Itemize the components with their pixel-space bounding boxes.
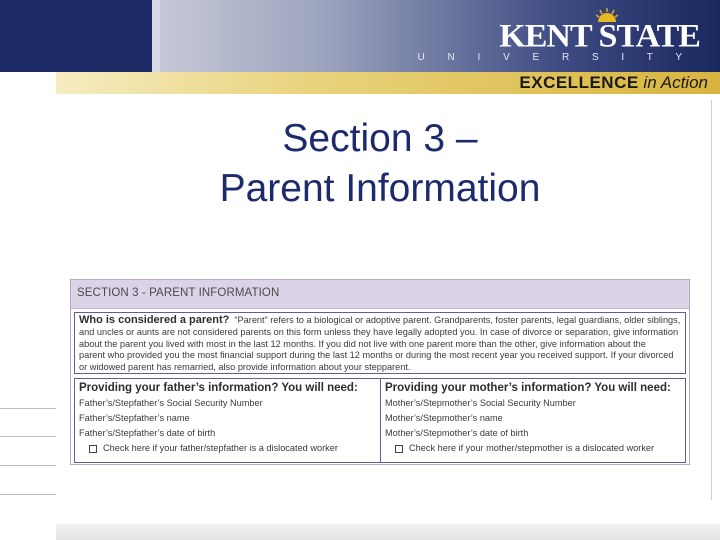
mother-item: Mother’s/Stepmother’s Social Security Number [385, 398, 576, 408]
mother-column [381, 379, 685, 462]
right-edge-line [711, 100, 712, 500]
tagline [519, 73, 708, 93]
tagline-italic: in Action [643, 73, 708, 92]
parent-definition-line: parent who provided you the most financial support during the last 12 months or during the most recent year you received support. If your divorced [79, 350, 674, 361]
tagline-bold: EXCELLENCE [519, 73, 639, 92]
mother-item: Mother’s/Stepmother’s name [385, 413, 503, 423]
header-divider [152, 0, 160, 72]
slide-title [130, 114, 630, 214]
father-item: Father’s/Stepfather’s name [79, 413, 190, 423]
father-heading: Providing your father’s information? You will need: [79, 382, 358, 394]
parent-definition-line: Who is considered a parent? “Parent” refers to a biological or adoptive parent. Grandparents, foster parents, legal guardians, older siblings, [79, 314, 681, 326]
tagline-band [56, 72, 720, 94]
mother-heading: Providing your mother’s information? You will need: [385, 382, 671, 394]
checkbox-icon [89, 445, 97, 453]
father-item: Father’s/Stepfather’s Social Security Number [79, 398, 263, 408]
parent-requirements-box [74, 378, 686, 463]
father-column [75, 379, 381, 462]
mother-dislocated-checkbox-row: Check here if your mother/stepmother is a dislocated worker [385, 441, 681, 456]
slide-title-line1: Section 3 – [282, 117, 478, 160]
form-section-heading: SECTION 3 - PARENT INFORMATION [77, 287, 280, 299]
father-dislocated-checkbox-row: Check here if your father/stepfather is a dislocated worker [79, 441, 376, 456]
parent-info-form-image [70, 279, 690, 465]
parent-question: Who is considered a parent? [79, 314, 230, 326]
slide-title-line2: Parent Information [219, 167, 541, 210]
father-item: Father’s/Stepfather’s date of birth [79, 428, 216, 438]
parent-definition-box [74, 312, 686, 374]
mother-item: Mother’s/Stepmother’s date of birth [385, 428, 529, 438]
header-left-block [0, 0, 152, 72]
logo-university: U N I V E R S I T Y [417, 52, 692, 63]
left-gutter [0, 72, 56, 540]
parent-definition-line: and uncles or aunts are not considered parents on this form unless they have legally adopted you. In case of divorce or separation, give information [79, 326, 679, 337]
logo-wordmark: KENT STATE [499, 18, 700, 55]
kent-state-logo [417, 6, 706, 68]
parent-definition-line: about the parent you lived with most in the last 12 months. If you did not live with one parent more than the other, give information about the [79, 338, 646, 349]
checkbox-icon [395, 445, 403, 453]
bottom-band [56, 524, 720, 540]
parent-definition-line: or widowed parent has remarried, also provide information about your stepparent. [79, 362, 411, 373]
form-section-header [71, 280, 689, 309]
